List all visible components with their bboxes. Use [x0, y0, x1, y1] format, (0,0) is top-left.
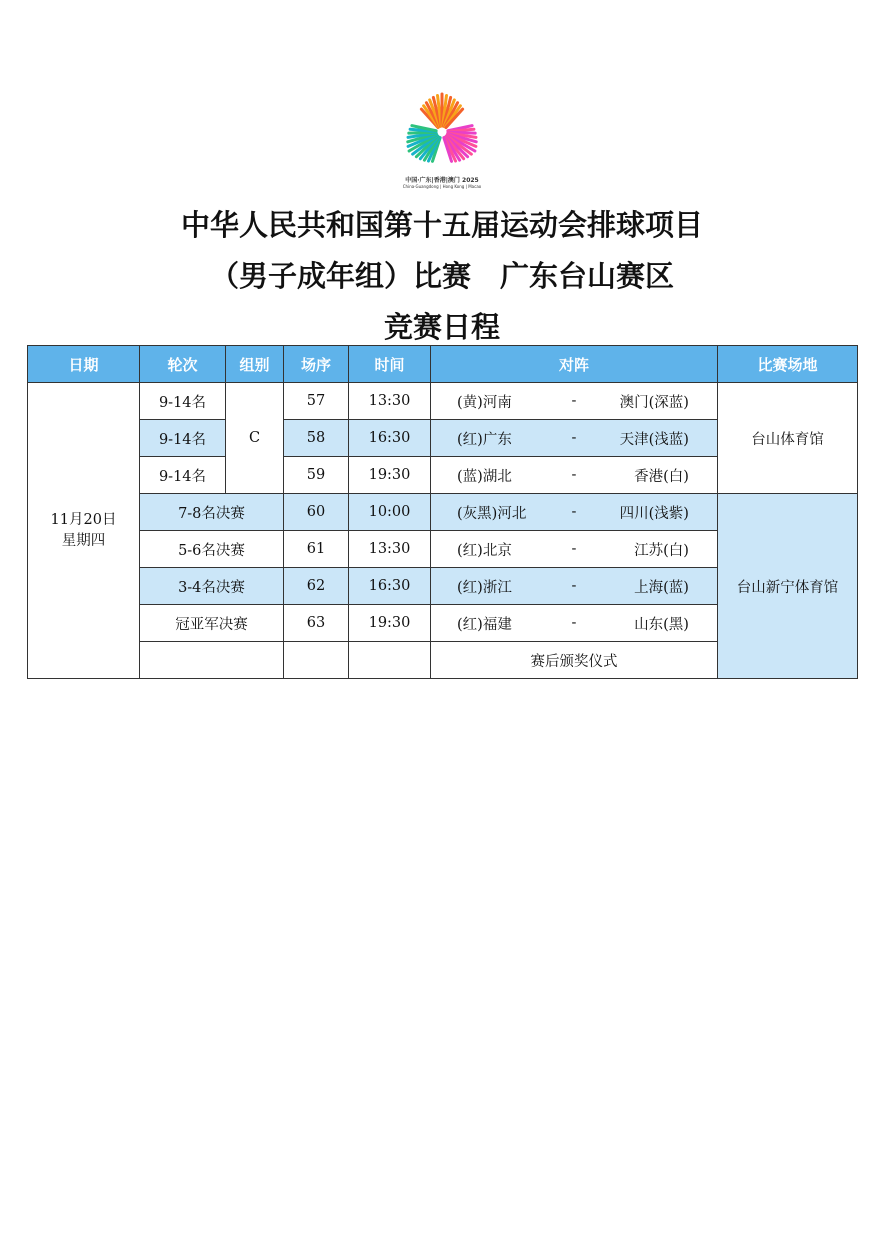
match-no-cell: 60	[284, 494, 349, 531]
vs-separator: -	[571, 541, 577, 557]
logo-flower-icon	[392, 80, 492, 175]
schedule-table	[27, 345, 858, 679]
round-cell: 9-14名	[140, 383, 226, 420]
empty-cell	[140, 642, 284, 679]
home-team: (红)浙江	[457, 579, 512, 596]
match-no-cell: 62	[284, 568, 349, 605]
header-round: 轮次	[140, 346, 226, 383]
round-cell: 3-4名决赛	[140, 568, 284, 605]
time-cell: 13:30	[349, 383, 431, 420]
time-cell: 16:30	[349, 568, 431, 605]
match-no-cell: 61	[284, 531, 349, 568]
matchup-cell	[431, 605, 718, 642]
page-title-line-3: 竞赛日程	[383, 310, 500, 344]
vs-separator: -	[571, 430, 577, 446]
vs-separator: -	[571, 393, 577, 409]
match-no-cell: 57	[284, 383, 349, 420]
date-weekday: 星期四	[61, 532, 106, 549]
table-row	[28, 383, 858, 420]
ceremony-cell: 赛后颁奖仪式	[431, 642, 718, 679]
away-team: 澳门(深蓝)	[619, 394, 689, 411]
header-date: 日期	[28, 346, 140, 383]
round-cell: 5-6名决赛	[140, 531, 284, 568]
matchup-cell	[431, 457, 718, 494]
time-cell: 19:30	[349, 457, 431, 494]
group-cell: C	[226, 383, 284, 494]
vs-separator: -	[571, 578, 577, 594]
venue-cell: 台山体育馆	[718, 383, 858, 494]
round-cell: 9-14名	[140, 420, 226, 457]
time-cell: 16:30	[349, 420, 431, 457]
games-logo	[392, 80, 492, 192]
table-row	[28, 494, 858, 531]
logo-subtext: China·Guangdong | Hong Kong | Macao	[402, 184, 482, 189]
away-team: 江苏(白)	[634, 542, 689, 559]
venue-cell: 台山新宁体育馆	[718, 494, 858, 679]
page-title-line-2: （男子成年组）比赛 广东台山赛区	[209, 259, 674, 293]
round-cell: 冠亚军决赛	[140, 605, 284, 642]
away-team: 四川(浅紫)	[619, 505, 689, 522]
empty-cell	[349, 642, 431, 679]
match-no-cell: 59	[284, 457, 349, 494]
away-team: 天津(浅蓝)	[619, 431, 689, 448]
away-team: 香港(白)	[634, 468, 689, 485]
home-team: (蓝)湖北	[457, 468, 512, 485]
away-team: 上海(蓝)	[634, 579, 689, 596]
date-cell	[28, 383, 140, 679]
header-time: 时间	[349, 346, 431, 383]
empty-cell	[284, 642, 349, 679]
matchup-cell	[431, 531, 718, 568]
away-team: 山东(黑)	[634, 616, 689, 633]
matchup-cell	[431, 383, 718, 420]
home-team: (灰黑)河北	[457, 505, 527, 522]
vs-separator: -	[571, 615, 577, 631]
matchup-cell	[431, 568, 718, 605]
vs-separator: -	[571, 467, 577, 483]
header-match-no: 场序	[284, 346, 349, 383]
home-team: (红)北京	[457, 542, 512, 559]
home-team: (红)广东	[457, 431, 512, 448]
home-team: (黄)河南	[457, 394, 512, 411]
match-no-cell: 63	[284, 605, 349, 642]
header-venue: 比赛场地	[718, 346, 858, 383]
matchup-cell	[431, 420, 718, 457]
table-header-row	[28, 346, 858, 383]
home-team: (红)福建	[457, 616, 512, 633]
logo-text: 中国·广东|香港|澳门 2025	[405, 177, 479, 184]
time-cell: 19:30	[349, 605, 431, 642]
header-matchup: 对阵	[431, 346, 718, 383]
round-cell: 7-8名决赛	[140, 494, 284, 531]
round-cell: 9-14名	[140, 457, 226, 494]
page-title-line-1: 中华人民共和国第十五届运动会排球项目	[180, 208, 703, 242]
match-no-cell: 58	[284, 420, 349, 457]
header-group: 组别	[226, 346, 284, 383]
date-day: 11月20日	[50, 511, 117, 528]
time-cell: 13:30	[349, 531, 431, 568]
time-cell: 10:00	[349, 494, 431, 531]
vs-separator: -	[571, 504, 577, 520]
matchup-cell	[431, 494, 718, 531]
